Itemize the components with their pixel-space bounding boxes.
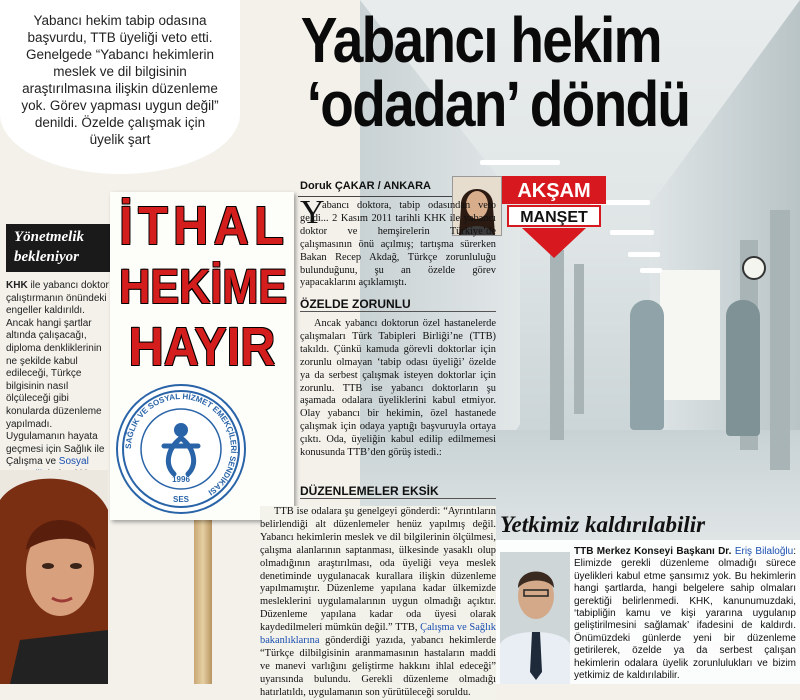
article-paragraph-2: TTB ise odalara şu genelgeyi gönderdi: “Ayrıntıların belirlendiği alt düzenlemeler henüz yapılmış değil. Yabancı hekimlerin meslek ve dil bilgilerinin ölçülmesi, çalışma alanlarının saptanması, ülkesinde yasaklı olup olmadığının araştırılması, oda üyeliği veya meslek denetiminde uygulanacak kurallara ilişkin düzenleme yapılmamıştır. Düzenleme yapılana kadar ülkemizde mesleklerini uygulamalarının uygun olmadığı açıktır. Düzenleme yapılana kadar oda üyesi olarak kaydedilmeleri mümkün değil.” TTB, Çalışma ve Sağlık bakanlıklarına gönderdiği yazıda, yabancı hekimlerde “Türkçe dilbilgisinin aranmamasının hastaların maddi ve manevi varlığını geliştirme hakkını ihlal edeceği” uyarısında bulundu. Gerekli düzenleme olmadığı hatırlatıldı, uygulamanın son yürütüleceği soruldu.: [260, 506, 496, 698]
article-lead: abancı doktora, tabip odasından veto geldi... 2 Kasım 2011 tarihli KHK ile yabancı doktor ve hemşirelerin Türkiye’de çalışmasının önü açılmış; tartışma sürerken Bakan Recep Akdağ, Türkçe zorunluluğu bulunduğunu, şu an özelde görev yapacaklarını açıklamıştı.: [300, 200, 496, 289]
article-paragraph-1: Ancak yabancı doktorun özel hastanelerde çalışmaları Türk Tabipleri Birliği’ne (TTB) takıldı. Çünkü kamuda görevli doktorlar için zorunlu olmayan ‘tabip odası üyeliği’ özelde ya da serbest çalışmak isteyen doktorlar için zorunlu. TTB ise yabancı doktorların şu aşamada odalara üyeliklerini kabul etmiyor. Olay yabancı bir hekimin, özel hastanede çalışmak için odaya yaptığı başvuruyla ortaya çıktı. Oda, üyeliğin kabul edilip edilmemesi konusunda TTB’den görüş istedi.:: [300, 318, 496, 459]
headline-line-1: Yabancı hekim: [300, 4, 661, 76]
chief-name-link[interactable]: Eriş Bilaloğlu: [734, 546, 794, 557]
union-seal-logo: [116, 384, 246, 514]
headline-line-2: ‘odadan’ döndü: [306, 68, 690, 140]
headline: [240, 4, 722, 140]
ministries-link[interactable]: Çalışma ve Sağlık bakanlıklarına: [260, 622, 496, 647]
sign-stick: [194, 518, 212, 684]
sidebar-link[interactable]: Sosyal: [58, 456, 89, 468]
subhead-duzenlemeler-eksik: DÜZENLEMELER EKSİK: [300, 484, 496, 499]
svg-text:SES: SES: [172, 495, 190, 504]
sign-line-2: HEKİME: [119, 261, 288, 314]
dropcap: Y: [300, 194, 325, 231]
sidebar-text: KHK ile yabancı doktor çalıştırmanın önündeki engeller kaldırıldı. Ancak hangi şartlar altında çalışacağı, diploma denkliklerinin ne şekilde kabul edileceği, Türkçe bilgisinin nasıl ölçüleceği gibi konularda düzenleme yapılmadı. Uygulamanın hayata geçmesi için Sağlık ile Çalışma ve Sosyal: [6, 280, 110, 557]
woman-photo: [0, 470, 108, 684]
svg-text:AKŞAM: AKŞAM: [517, 180, 591, 202]
byline: Doruk ÇAKAR / ANKARA: [300, 180, 431, 192]
ttb-chief-photo: [500, 552, 570, 684]
svg-text:SAĞLIK VE SOSYAL HİZMET EMEKÇİ: SAĞLIK VE SOSYAL HİZMET EMEKÇİLERİ SENDİKASI: [123, 391, 239, 498]
summary-text: Yabancı hekim tabip odasına başvurdu, TTB üyeliği veto etti. Genelgede “Yabancı hekimlerin meslek ve dil bilgisinin araştırılmasına ilişkin düzenleme yok. Görev yapması uygun değil” denildi. Özelde çalışmak için üyelik şart: [21, 13, 219, 147]
subhead-ozelde-zorunlu: ÖZELDE ZORUNLU: [300, 297, 496, 312]
box-title: Yetkimiz kaldırılabilir: [500, 512, 706, 537]
sign-line-3: HAYIR: [128, 317, 276, 377]
wall-clock-icon: [742, 256, 766, 280]
svg-text:1996: 1996: [172, 475, 190, 484]
sign-line-1: İTHAL: [119, 196, 290, 256]
box-text: TTB Merkez Konseyi Başkanı Dr. Eriş Bilaloğlu: Elimizde gerekli düzenleme olmadığı sürece üyelikleri kabul etme şansımız yok. Bu hekimlerin hangi şartlarda, hangi belgelere sahip olmaları gerektiği belirlenmedi. KHK, kanunumuzdaki, ‘tabipliğin kamu ve kişi yararına uygulanıp geliştirilmesini sağlamak’ ifadesini de kaldırdı. Önümüzdeki günlerde yeni bir düzenleme getirilerek, özelde ya da serbest çalışan hekimlerin odalara üyelik zorunlulukları ve bizim yetkimiz de kaldırılabilir.: [574, 546, 796, 682]
aksam-manset-logo: [502, 176, 606, 258]
svg-text:MANŞET: MANŞET: [520, 209, 588, 226]
sidebar-title: Yönetmelik bekleniyor: [6, 224, 110, 272]
